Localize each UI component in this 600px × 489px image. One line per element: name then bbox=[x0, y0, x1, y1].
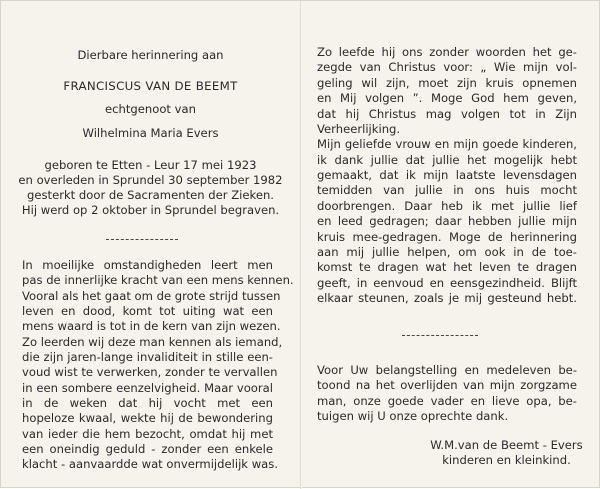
body-line: temidden van jullie in ons huis mocht bbox=[317, 183, 577, 197]
body-line: komst te dragen wat het leven te dragen bbox=[317, 260, 577, 274]
signature-name: W.M.van de Beemt - Evers bbox=[430, 438, 583, 452]
body-line: Zo leerden wij deze man kennen als iemand, bbox=[22, 335, 283, 349]
separator bbox=[402, 335, 478, 336]
body-line: dat hij Christus mag volgen tot in Zijn bbox=[317, 107, 577, 121]
right-panel bbox=[302, 1, 600, 489]
relation: echtgenoot van bbox=[105, 102, 196, 116]
left-panel bbox=[1, 1, 300, 489]
body-line: hopeloze kwaal, wekte hij de bewondering bbox=[22, 411, 273, 425]
body-line: en leed gedragen; daar hebben jullie mijn bbox=[317, 214, 577, 228]
body-line: kruis mee-gedragen. Moge de herinnering bbox=[317, 230, 577, 244]
birth-line: geboren te Etten - Leur 17 mei 1923 bbox=[44, 158, 257, 172]
body-line: aan mij jullie helpen, om ook in de toe- bbox=[317, 245, 577, 259]
body-line: leven en dood, komt tot uiting wat een bbox=[22, 304, 273, 318]
body-line: klacht - aanvaardde wat onvermijdelijk was. bbox=[22, 457, 279, 471]
body-line: man, onze goede vader en lieve opa, be- bbox=[317, 394, 577, 408]
body-line: die zijn jaren-lange invaliditeit in stille een- bbox=[22, 350, 273, 364]
body-line: Zo leefde hij ons zonder woorden het ge- bbox=[317, 45, 577, 59]
body-line: Verheerlijking. bbox=[317, 122, 401, 136]
body-line: in de weken dat hij vocht met een bbox=[22, 396, 273, 410]
body-line: doorbrengen. Daar heb ik met jullie lief bbox=[317, 199, 577, 213]
body-line: toond na het overlijden van mijn zorgzame bbox=[317, 378, 577, 392]
separator bbox=[106, 239, 178, 240]
body-line: zegde van Christus voor: „ Wie mijn vol- bbox=[317, 60, 577, 74]
body-line: geeft, in eenvoud en eensgezindheid. Blijft bbox=[317, 276, 577, 290]
sacrament-line: gesterkt door de Sacramenten der Zieken. bbox=[26, 188, 274, 202]
body-line: en Mij volgen ”. Moge God hem geven, bbox=[317, 91, 577, 105]
body-line: pas de innerlijke kracht van een mens kennen. bbox=[22, 273, 294, 287]
signature-family: kinderen en kleinkind. bbox=[442, 453, 571, 467]
burial-line: Hij werd op 2 oktober in Sprundel begraven. bbox=[21, 203, 280, 217]
body-line: voud wist te verwerken, zonder te vervallen bbox=[22, 365, 278, 379]
death-line: en overleden in Sprundel 30 september 1982 bbox=[18, 173, 283, 187]
heading: Dierbare herinnering aan bbox=[77, 48, 224, 62]
body-line: Mijn geliefde vrouw en mijn goede kinderen, bbox=[317, 137, 577, 151]
body-line: Voor Uw belangstelling en medeleven be- bbox=[317, 363, 577, 377]
body-line: gemaakt, dat ik mijn laatste levensdagen bbox=[317, 168, 577, 182]
body-line: elkaar steunen, zoals je mij gesteund hebt. bbox=[317, 291, 577, 305]
body-line: mens waard is tot in de kern van zijn wezen. bbox=[22, 319, 281, 333]
spouse-name: Wilhelmina Maria Evers bbox=[82, 126, 219, 140]
body-line: een oneindig geduld - zonder een enkele bbox=[22, 442, 273, 456]
body-line: in een sombere eenzelvigheid. Maar vooral bbox=[22, 381, 273, 395]
body-line: geling wil zijn, moet zijn kruis opnemen bbox=[317, 76, 577, 90]
body-line: In moeilijke omstandigheden leert men bbox=[22, 258, 273, 272]
deceased-name: FRANCISCUS VAN DE BEEMT bbox=[63, 79, 238, 93]
body-line: Vooral als het gaat om de grote strijd tussen bbox=[22, 289, 281, 303]
body-line: ik dank jullie dat jullie het mogelijk hebt bbox=[317, 153, 577, 167]
body-line: tuigen wij U onze oprechte dank. bbox=[317, 409, 509, 423]
body-line: van ieder die hem bezocht, omdat hij met bbox=[22, 427, 273, 441]
